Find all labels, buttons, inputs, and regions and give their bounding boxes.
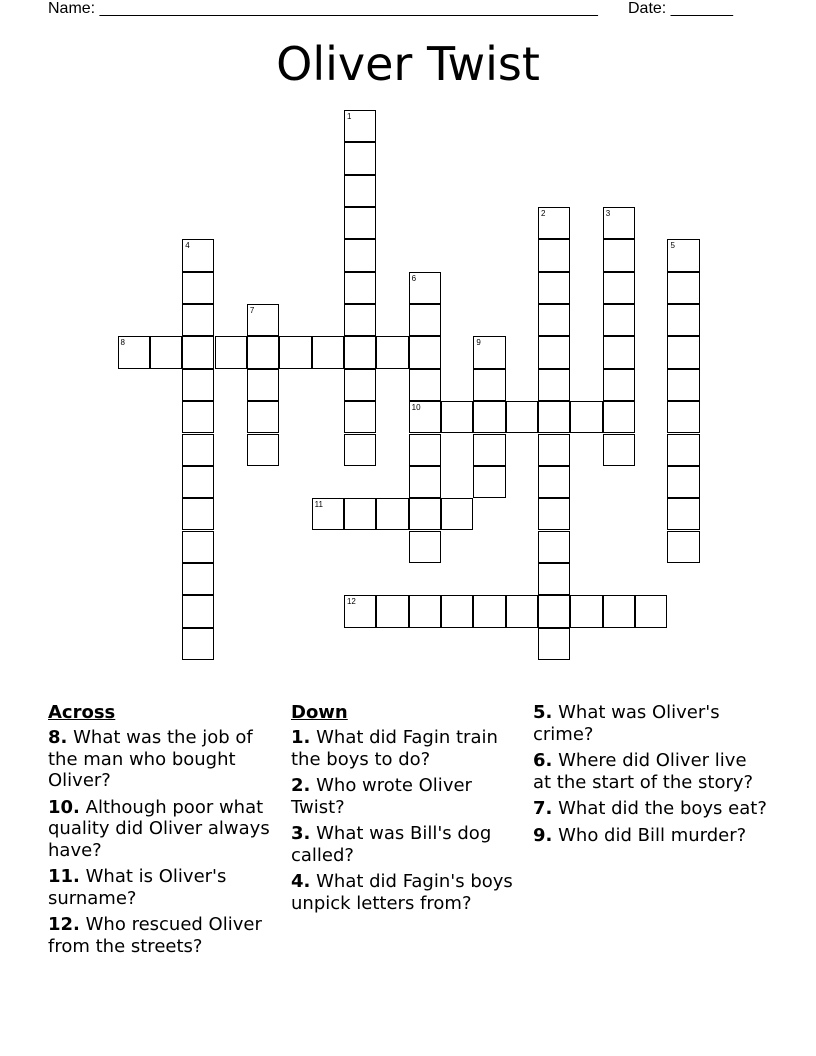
grid-cell[interactable] [538, 563, 570, 595]
grid-cell[interactable] [603, 336, 635, 368]
grid-cell[interactable] [667, 304, 699, 336]
grid-cell[interactable] [376, 498, 408, 530]
grid-cell[interactable] [667, 336, 699, 368]
grid-cell[interactable] [376, 336, 408, 368]
grid-cell[interactable] [667, 466, 699, 498]
grid-cell[interactable] [538, 628, 570, 660]
grid-cell[interactable] [635, 595, 667, 627]
grid-cell[interactable] [409, 498, 441, 530]
clue-down-7: 7. What did the boys eat? [533, 798, 767, 819]
clue-number: 3 [605, 209, 611, 219]
grid-cell[interactable] [409, 466, 441, 498]
grid-cell[interactable] [473, 336, 505, 368]
grid-cell[interactable] [409, 272, 441, 304]
grid-cell[interactable] [473, 434, 505, 466]
grid-cell[interactable] [182, 336, 214, 368]
clue-down-2: 2. Who wrote Oliver Twist? [291, 775, 472, 818]
grid-cell[interactable] [182, 628, 214, 660]
grid-cell[interactable] [538, 336, 570, 368]
grid-cell[interactable] [182, 498, 214, 530]
grid-cell[interactable] [247, 401, 279, 433]
grid-cell[interactable] [344, 498, 376, 530]
grid-cell[interactable] [441, 595, 473, 627]
name-field-label: Name: ________________________________________________________ [48, 0, 598, 17]
grid-cell[interactable] [538, 531, 570, 563]
grid-cell[interactable] [441, 498, 473, 530]
down-heading: Down [291, 702, 348, 723]
grid-cell[interactable] [182, 239, 214, 271]
grid-cell[interactable] [473, 595, 505, 627]
grid-cell[interactable] [409, 434, 441, 466]
grid-cell[interactable] [247, 304, 279, 336]
grid-cell[interactable] [182, 272, 214, 304]
grid-cell[interactable] [538, 369, 570, 401]
clue-number: 10 [411, 403, 421, 413]
grid-cell[interactable] [312, 336, 344, 368]
across-heading: Across [48, 702, 116, 723]
grid-cell[interactable] [538, 466, 570, 498]
grid-cell[interactable] [376, 595, 408, 627]
grid-cell[interactable] [603, 239, 635, 271]
clue-down-6: 6. Where did Oliver live at the start of the story? [533, 750, 754, 793]
grid-cell[interactable] [409, 401, 441, 433]
grid-cell[interactable] [215, 336, 247, 368]
clue-down-4: 4. What did Fagin's boys unpick letters from? [291, 871, 513, 914]
grid-cell[interactable] [538, 239, 570, 271]
clue-number: 7 [249, 306, 255, 316]
grid-cell[interactable] [409, 531, 441, 563]
grid-cell[interactable] [667, 531, 699, 563]
across-clues [48, 702, 283, 962]
grid-cell[interactable] [344, 369, 376, 401]
grid-cell[interactable] [182, 531, 214, 563]
grid-cell[interactable] [344, 239, 376, 271]
grid-cell[interactable] [118, 336, 150, 368]
grid-cell[interactable] [312, 498, 344, 530]
grid-cell[interactable] [667, 434, 699, 466]
clue-down-3: 3. What was Bill's dog called? [291, 823, 492, 866]
grid-cell[interactable] [344, 595, 376, 627]
grid-cell[interactable] [344, 434, 376, 466]
clue-across-11: 11. What is Oliver's surname? [48, 866, 227, 909]
grid-cell[interactable] [473, 466, 505, 498]
grid-cell[interactable] [538, 498, 570, 530]
clue-number: 11 [314, 500, 323, 510]
grid-cell[interactable] [570, 595, 602, 627]
clue-across-12: 12. Who rescued Oliver from the streets? [48, 914, 262, 957]
down-clues [291, 702, 523, 919]
grid-cell[interactable] [182, 369, 214, 401]
clue-number: 2 [541, 209, 546, 219]
clue-number: 9 [476, 338, 481, 348]
clue-down-5: 5. What was Oliver's crime? [533, 702, 720, 745]
grid-cell[interactable] [150, 336, 182, 368]
grid-cell[interactable] [409, 336, 441, 368]
grid-cell[interactable] [409, 304, 441, 336]
grid-cell[interactable] [667, 272, 699, 304]
grid-cell[interactable] [603, 207, 635, 239]
clue-across-10: 10. Although poor what quality did Oliver always have? [48, 796, 270, 861]
down-clues-continued [533, 702, 768, 851]
grid-cell[interactable] [344, 336, 376, 368]
grid-cell[interactable] [344, 207, 376, 239]
clue-number: 5 [670, 241, 675, 251]
grid-cell[interactable] [182, 595, 214, 627]
grid-cell[interactable] [506, 401, 538, 433]
grid-cell[interactable] [506, 595, 538, 627]
clue-down-9: 9. Who did Bill murder? [533, 824, 747, 846]
date-field-label: Date: _______ [628, 0, 733, 17]
grid-cell[interactable] [667, 498, 699, 530]
grid-cell[interactable] [667, 369, 699, 401]
grid-cell[interactable] [603, 304, 635, 336]
grid-cell[interactable] [344, 110, 376, 142]
grid-cell[interactable] [538, 272, 570, 304]
grid-cell[interactable] [182, 304, 214, 336]
clue-number: 12 [346, 597, 356, 607]
grid-cell[interactable] [667, 401, 699, 433]
grid-cell[interactable] [344, 401, 376, 433]
grid-cell[interactable] [409, 595, 441, 627]
grid-cell[interactable] [344, 304, 376, 336]
grid-cell[interactable] [473, 401, 505, 433]
grid-cell[interactable] [570, 401, 602, 433]
grid-cell[interactable] [182, 434, 214, 466]
grid-cell[interactable] [538, 595, 570, 627]
grid-cell[interactable] [247, 434, 279, 466]
clue-across-8: 8. What was the job of the man who bought Oliver? [48, 727, 253, 791]
grid-cell[interactable] [279, 336, 311, 368]
grid-cell[interactable] [538, 207, 570, 239]
grid-cell[interactable] [667, 239, 699, 271]
grid-cell[interactable] [344, 175, 376, 207]
grid-cell[interactable] [182, 401, 214, 433]
grid-cell[interactable] [247, 336, 279, 368]
grid-cell[interactable] [473, 369, 505, 401]
grid-cell[interactable] [538, 434, 570, 466]
clue-number: 1 [346, 112, 352, 121]
grid-cell[interactable] [603, 272, 635, 304]
grid-cell[interactable] [538, 401, 570, 433]
grid-cell[interactable] [344, 142, 376, 174]
page-title: Oliver Twist [276, 37, 540, 91]
clue-number: 4 [185, 241, 190, 251]
clue-number: 8 [120, 338, 125, 348]
grid-cell[interactable] [409, 369, 441, 401]
grid-cell[interactable] [247, 369, 279, 401]
grid-cell[interactable] [344, 272, 376, 304]
grid-cell[interactable] [603, 595, 635, 627]
grid-cell[interactable] [182, 563, 214, 595]
clue-number: 6 [411, 273, 417, 283]
grid-cell[interactable] [182, 466, 214, 498]
grid-cell[interactable] [603, 369, 635, 401]
clue-down-1: 1. What did Fagin train the boys to do? [291, 727, 498, 770]
grid-cell[interactable] [441, 401, 473, 433]
grid-cell[interactable] [603, 401, 635, 433]
grid-cell[interactable] [538, 304, 570, 336]
grid-cell[interactable] [603, 434, 635, 466]
